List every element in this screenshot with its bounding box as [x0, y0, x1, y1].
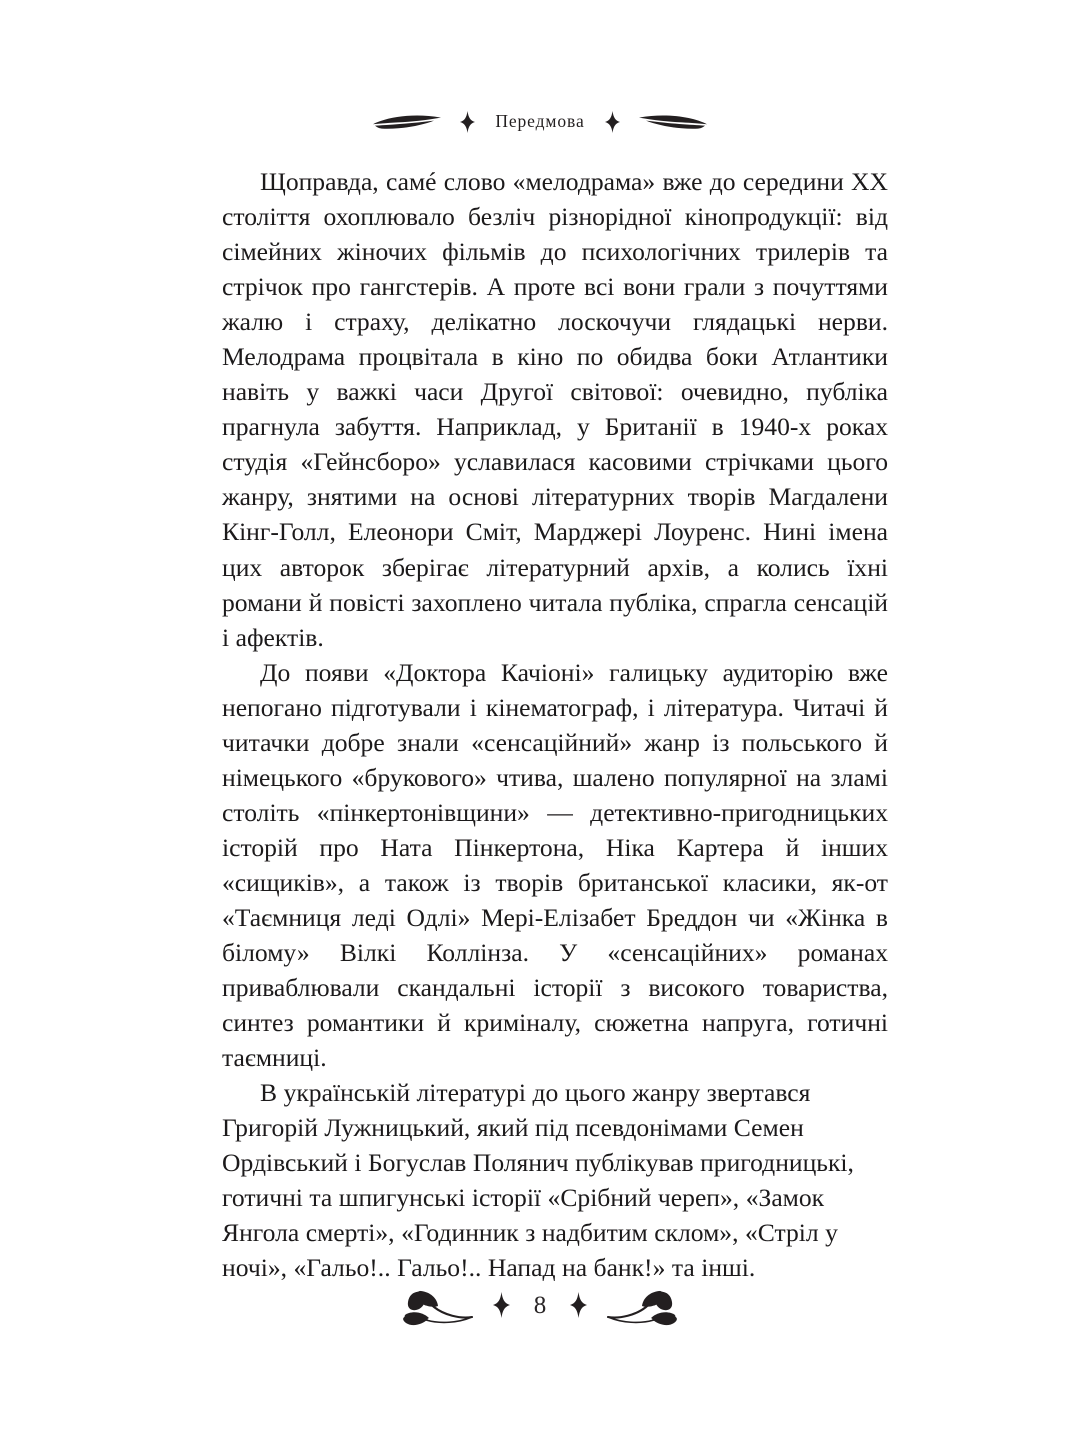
diamond-ornament-icon — [493, 1292, 510, 1318]
page-footer — [0, 1279, 1080, 1331]
leaf-branch-ornament-icon — [606, 1283, 680, 1327]
diamond-ornament-icon — [460, 111, 475, 133]
leaf-ornament-icon — [372, 111, 444, 133]
running-head-title: Передмова — [495, 111, 585, 132]
leaf-branch-ornament-icon — [400, 1283, 474, 1327]
paragraph: До появи «Доктора Качіоні» галицьку аудиторію вже непогано підготували і кінематограф, і література. Читачі й читачки добре знали «сенсаційний» жанр із польського й німецького «брукового» чтива, шалено популярної на зламі століть «пінкертонівщини» — детективно-пригодницьких історій про Ната Пінкертона, Ніка Картера й інших «сищиків», а також із творів британської класики, як-от «Таємниця леді Одлі» Мері-Елізабет Бреддон чи «Жінка в білому» Вілкі Коллінза. У «сенсаційних» романах приваблювали скандальні історії з високого товариства, синтез романтики й криміналу, сюжетна напруга, готичні таємниці. — [222, 657, 888, 1073]
diamond-ornament-icon — [570, 1292, 587, 1318]
running-head — [0, 104, 1080, 140]
leaf-ornament-icon — [636, 111, 708, 133]
page-number: 8 — [533, 1291, 547, 1319]
diamond-ornament-icon — [605, 111, 620, 133]
paragraph: В українській літературі до цього жанру звертався Григорій Лужницький, який під псевдонімами Семен Ордівський і Богуслав Полянич публікував пригодницькі, готичні та шпигунські історії «Срібний череп», «Замок Янгола смерті», «Годинник з надбитим склом», «Стріл у ночі», «Гальо!.. Гальо!.. Напад на банк!» та інші. — [222, 1078, 854, 1283]
paragraph: Щоправда, самé слово «мелодрама» вже до середини XX століття охоплювало безліч різнорідної кінопродукції: від сімейних жіночих фільмів до психологічних трилерів та стрічок про гангстерів. А проте всі вони грали з почуттями жалю і страху, делікатно лоскочучи глядацькі нерви. Мелодрама процвітала в кіно по обидва боки Атлантики навіть у важкі часи Другої світової: очевидно, публіка прагнула забуття. Наприклад, у Британії в 1940-х роках студія «Гейнсборо» уславилася касовими стрічками цього жанру, знятими на основі літературних творів Магдалени Кінг-Голл, Елеонори Сміт, Марджері Лоуренс. Нині імена цих авторок зберігає літературний архів, а колись їхні романи й повісті захоплено читала публіка, спрагла сенсацій і афектів. — [222, 167, 888, 652]
body-text — [222, 164, 888, 1286]
